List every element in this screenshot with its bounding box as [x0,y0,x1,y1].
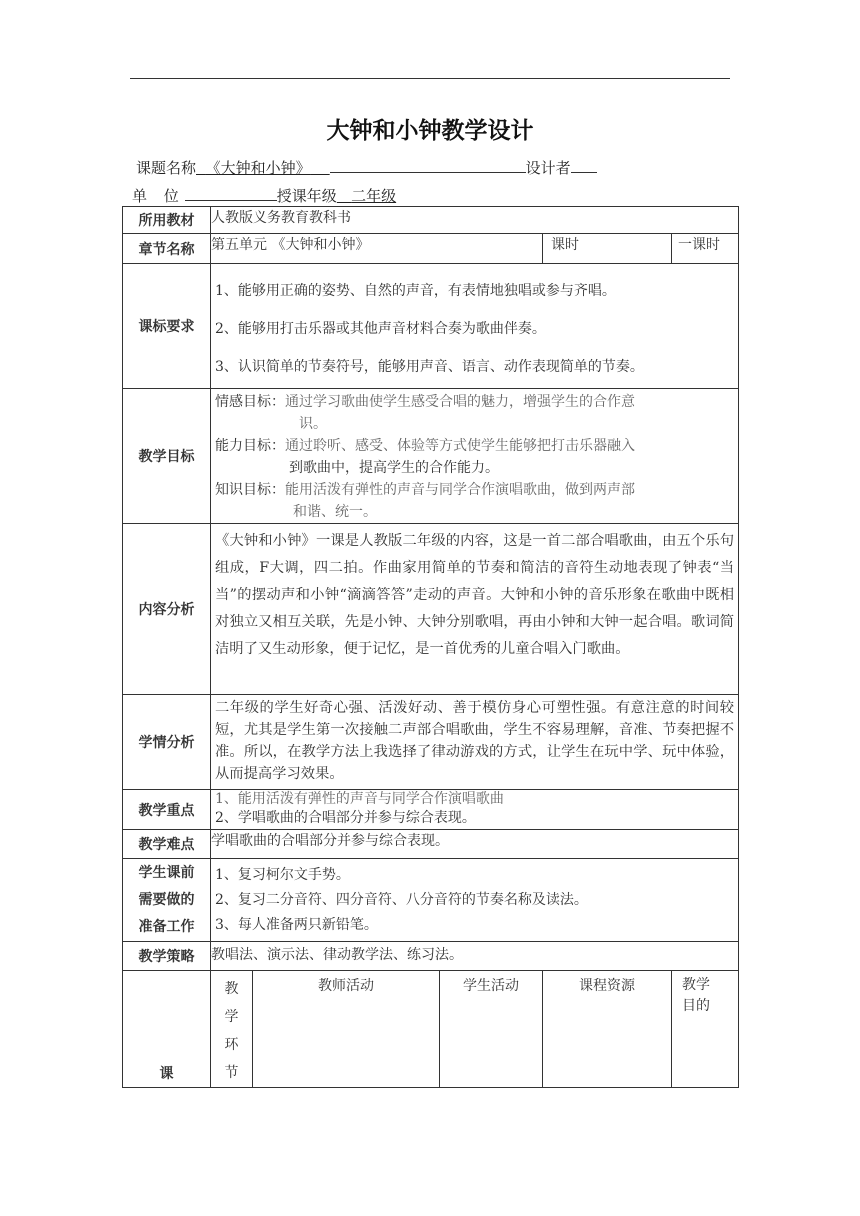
row-preparation [123,859,739,942]
objective-text: 通过学习歌曲使学生感受合唱的魅力，增强学生的合作意 [285,394,635,410]
standard-item: 3、认识简单的节奏符号，能够用声音、语言、动作表现简单的节奏。 [215,359,644,375]
designer-blank [571,158,597,173]
objective-item [215,479,734,523]
topic-label: 课题名称 [136,159,197,177]
preparation-item: 1、复习柯尔文手势。 [215,867,350,883]
row-key-points [123,790,739,830]
objective-text-cont: 和谐、统一。 [293,504,377,520]
row-process [123,971,739,1088]
objective-text: 通过聆听、感受、体验等方式使学生能够把打击乐器融入 [285,438,635,454]
objective-text-cont: 识。 [299,416,327,432]
preparation-list [211,859,739,942]
row-content [123,524,739,695]
content-text: 《大钟和小钟》一课是人教版二年级的内容，这是一首二部合唱歌曲，由五个乐句组成，F大调，四二拍。作曲家用简单的节奏和简洁的音符生动地表现了钟表“当当”的摆动声和小钟“滴滴答答”走动的声音。大钟和小钟的音乐形象在歌曲中既相对独立又相互关联，先是小钟、大钟分别歌唱，再由小钟和大钟一起合唱。歌词简洁明了又生动形象，便于记忆，是一首优秀的儿童合唱入门歌曲。 [211,524,739,695]
row-objectives [123,389,739,524]
objective-item [215,435,734,479]
label-objectives: 教学目标 [123,389,211,524]
row-strategy [123,942,739,971]
strategy-value: 教唱法、演示法、律动教学法、练习法。 [211,942,739,971]
textbook-value: 人教版义务教育教科书 [211,207,739,234]
lesson-plan-table [122,206,739,1088]
row-standards [123,264,739,389]
row-chapter [123,234,739,264]
label-textbook: 所用教材 [123,207,211,234]
preparation-item: 3、每人准备两只新铅笔。 [215,917,378,933]
student-activity-header: 学生活动 [440,971,543,1088]
preparation-item: 2、复习二分音符、四分音符、八分音符的节奏名称及读法。 [215,892,588,908]
row-textbook [123,207,739,234]
teacher-activity-header: 教师活动 [253,971,440,1088]
period-label: 课时 [543,234,672,264]
unit-label: 单 位 [132,187,185,205]
objectives-list [211,389,739,524]
standard-item: 2、能够用打击乐器或其他声音材料合奏为歌曲伴奏。 [215,321,546,337]
period-value: 一课时 [672,234,739,264]
objective-text: 能用活泼有弹性的声音与同学合作演唱歌曲，做到两声部 [285,482,635,498]
objective-text-cont: 到歌曲中，提高学生的合作能力。 [289,460,499,476]
label-students: 学情分析 [123,695,211,790]
stage-header: 教 学 环 节 [211,971,253,1088]
standard-item: 1、能够用正确的姿势、自然的声音，有表情地独唱或参与齐唱。 [215,283,616,299]
label-difficulties: 教学难点 [123,830,211,859]
label-key-points: 教学重点 [123,790,211,830]
label-preparation: 学生课前 需要做的 准备工作 [123,859,211,942]
key-points-list [211,790,739,830]
document-title: 大钟和小钟教学设计 [326,118,534,144]
difficulties-value: 学唱歌曲的合唱部分并参与综合表现。 [211,830,739,859]
unit-blank [185,186,277,201]
label-content: 内容分析 [123,524,211,695]
row-difficulties [123,830,739,859]
resources-header: 课程资源 [543,971,672,1088]
key-point-item: 1、能用活泼有弹性的声音与同学合作演唱歌曲 [215,791,504,807]
unit-line [132,185,396,206]
designer-label: 设计者 [525,159,571,177]
topic-value: 《大钟和小钟》 [205,159,311,177]
label-process: 课 [123,971,211,1088]
label-standards: 课标要求 [123,264,211,389]
objective-item [215,391,734,435]
chapter-value: 第五单元 《大钟和小钟》 [211,234,543,264]
standards-list [211,264,739,389]
topic-blank [330,158,526,173]
objective-key: 能力目标： [215,438,285,454]
row-students [123,695,739,790]
header-rule [130,78,730,79]
grade-value: 二年级 [351,187,397,205]
objective-key: 知识目标： [215,482,285,498]
key-point-item: 2、学唱歌曲的合唱部分并参与综合表现。 [215,810,476,826]
topic-line [136,157,597,178]
label-strategy: 教学策略 [123,942,211,971]
grade-label: 授课年级 [276,187,337,205]
purpose-header: 教学 目的 [672,971,739,1088]
students-text: 二年级的学生好奇心强、活泼好动、善于模仿身心可塑性强。有意注意的时间较短，尤其是学生第一次接触二声部合唱歌曲，学生不容易理解，音准、节奏把握不准。所以，在教学方法上我选择了律动游戏的方式，让学生在玩中学、玩中体验，从而提高学习效果。 [211,695,739,790]
objective-key: 情感目标： [215,394,285,410]
label-chapter: 章节名称 [123,234,211,264]
